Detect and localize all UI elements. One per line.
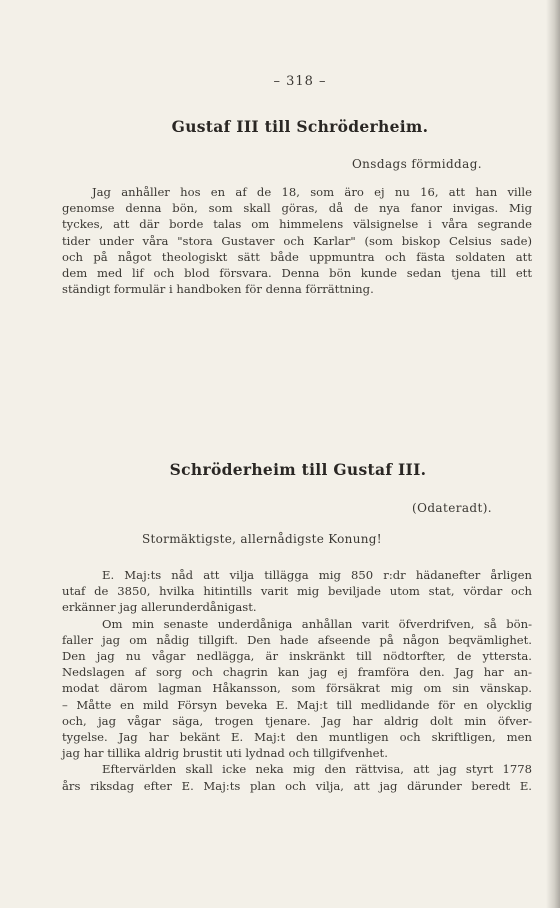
letter2-dateline: (Odateradt). <box>412 501 492 515</box>
text-line: dem med lif och blod försvara. Denna bön kunde sedan tjena till ett <box>62 266 532 281</box>
page-number: – 318 – <box>273 74 327 89</box>
text-line: erkänner jag allerunderdånigast. <box>62 600 257 615</box>
text-line: utaf de 3850, hvilka hitintills varit mig beviljade utom stat, vördar och <box>62 584 532 599</box>
letter1-title: Gustaf III till Schröderheim. <box>171 117 429 136</box>
text-line: Nedslagen af sorg och chagrin kan jag ej framföra den. Jag har an- <box>62 665 532 680</box>
text-line: och, jag vågar säga, trogen tjenare. Jag har aldrig dolt min öfver- <box>62 713 532 728</box>
text-line: tyckes, att där borde talas om himmelens välsignelse i våra segrande <box>62 217 532 232</box>
letter2-body <box>62 567 532 794</box>
text-line: Jag anhåller hos en af de 18, som äro ej nu 16, att han ville <box>92 185 532 199</box>
text-line: Om min senaste underdåniga anhållan varit öfverdrifven, så bön- <box>102 616 532 631</box>
text-line: års riksdag efter E. Maj:ts plan och vilja, att jag därunder beredt E. <box>62 778 532 793</box>
text-line: tygelse. Jag har bekänt E. Maj:t den muntligen och skriftligen, men <box>62 730 532 745</box>
text-line: faller jag om nådig tillgift. Den hade afseende på någon beqvämlighet. <box>62 632 532 647</box>
text-line: genomse denna bön, som skall göras, då de nya fanor invigas. Mig <box>62 201 532 216</box>
text-line: jag har tillika aldrig brustit uti lydnad och tillgifvenhet. <box>62 746 388 761</box>
text-line: tider under våra "stora Gustaver och Karlar" (som biskop Celsius sade) <box>62 233 532 248</box>
text-line: ständigt formulär i handboken för denna förrättning. <box>62 282 374 297</box>
text-line: modat därom lagman Håkansson, som försäkrat mig om sin vänskap. <box>62 681 532 696</box>
text-line: Eftervärlden skall icke neka mig den rättvisa, att jag styrt 1778 <box>102 762 532 777</box>
text-line: Den jag nu vågar nedlägga, är inskränkt till nödtorfter, de yttersta. <box>62 649 532 664</box>
letter2-title: Schröderheim till Gustaf III. <box>169 460 427 479</box>
text-line: – Måtte en mild Försyn beveka E. Maj:t till medlidande för en olycklig <box>62 697 532 712</box>
letter2-salutation: Stormäktigste, allernådigste Konung! <box>142 532 382 546</box>
letter1-dateline: Onsdags förmiddag. <box>351 157 482 171</box>
page-edge-shadow <box>546 0 560 908</box>
text-line: E. Maj:ts nåd att vilja tillägga mig 850 r:dr hädanefter årligen <box>102 568 532 582</box>
text-line: och på något theologiskt sätt både uppmuntra och fästa soldaten att <box>62 249 532 264</box>
letter1-body <box>62 184 532 297</box>
